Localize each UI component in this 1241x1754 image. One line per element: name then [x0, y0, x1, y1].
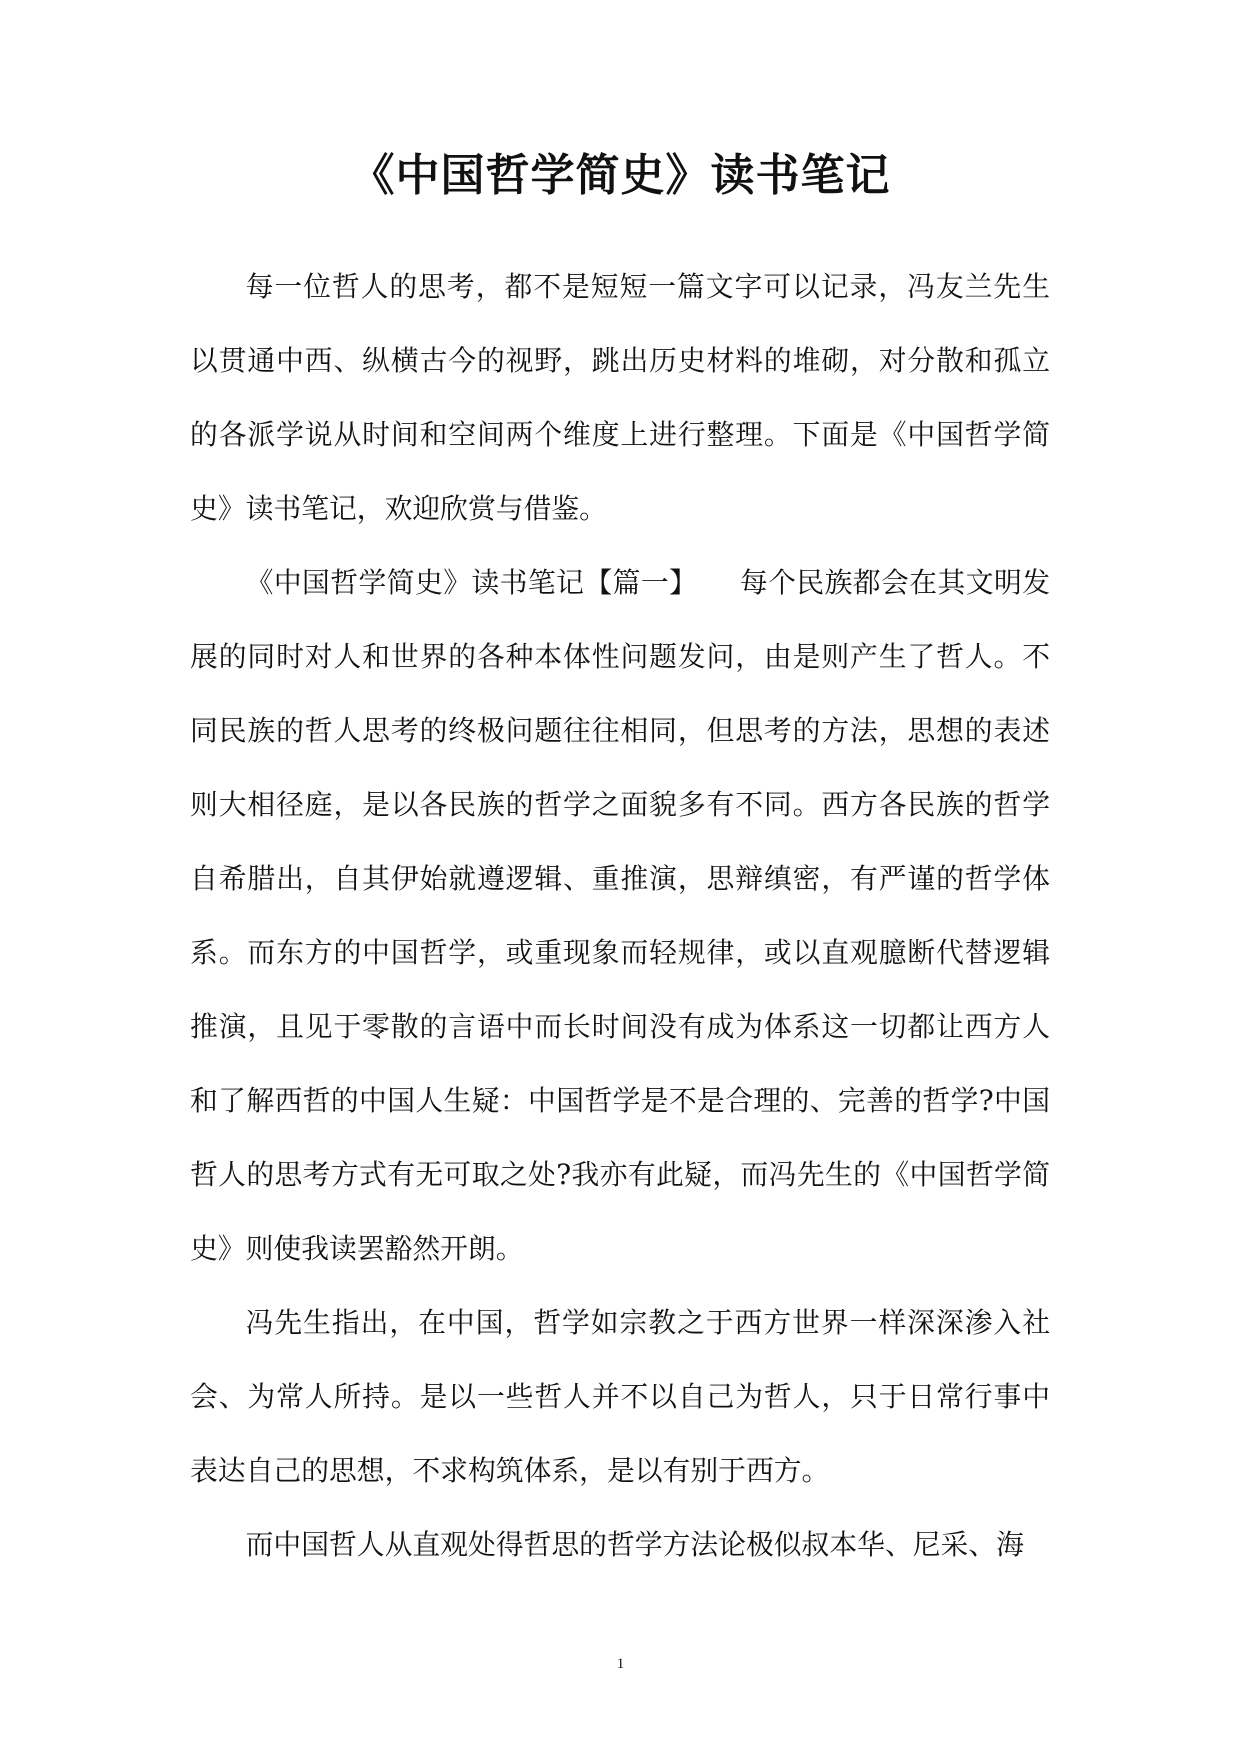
paragraph-feng-view: 冯先生指出，在中国，哲学如宗教之于西方世界一样深深渗入社会、为常人所持。是以一些哲人并不以自己为哲人，只于日常行事中表达自己的思想，不求构筑体系，是以有别于西方。 — [190, 1306, 1050, 1487]
paragraph-intro: 每一位哲人的思考，都不是短短一篇文字可以记录，冯友兰先生以贯通中西、纵横古今的视野，跳出历史材料的堆砌，对分散和孤立的各派学说从时间和空间两个维度上进行整理。下面是《中国哲学简史》读书笔记，欢迎欣赏与借鉴。 — [190, 270, 1050, 525]
document-title: 《中国哲学简史》读书笔记 — [350, 150, 891, 201]
document-body — [190, 250, 1050, 1582]
page-number: 1 — [616, 1656, 625, 1672]
paragraph-part-one: 《中国哲学简史》读书笔记【篇一】 每个民族都会在其文明发展的同时对人和世界的各种本体性问题发问，由是则产生了哲人。不同民族的哲人思考的终极问题往往相同，但思考的方法，思想的表述则大相径庭，是以各民族的哲学之面貌多有不同。西方各民族的哲学自希腊出，自其伊始就遵逻辑、重推演，思辩缜密，有严谨的哲学体系。而东方的中国哲学，或重现象而轻规律，或以直观臆断代替逻辑推演，且见于零散的言语中而长时间没有成为体系这一切都让西方人和了解西哲的中国人生疑：中国哲学是不是合理的、完善的哲学?中国哲人的思考方式有无可取之处?我亦有此疑，而冯先生的《中国哲学简史》则使我读罢豁然开朗。 — [190, 566, 1050, 1265]
paragraph-method: 而中国哲人从直观处得哲思的哲学方法论极似叔本华、尼采、海 — [245, 1528, 1024, 1561]
